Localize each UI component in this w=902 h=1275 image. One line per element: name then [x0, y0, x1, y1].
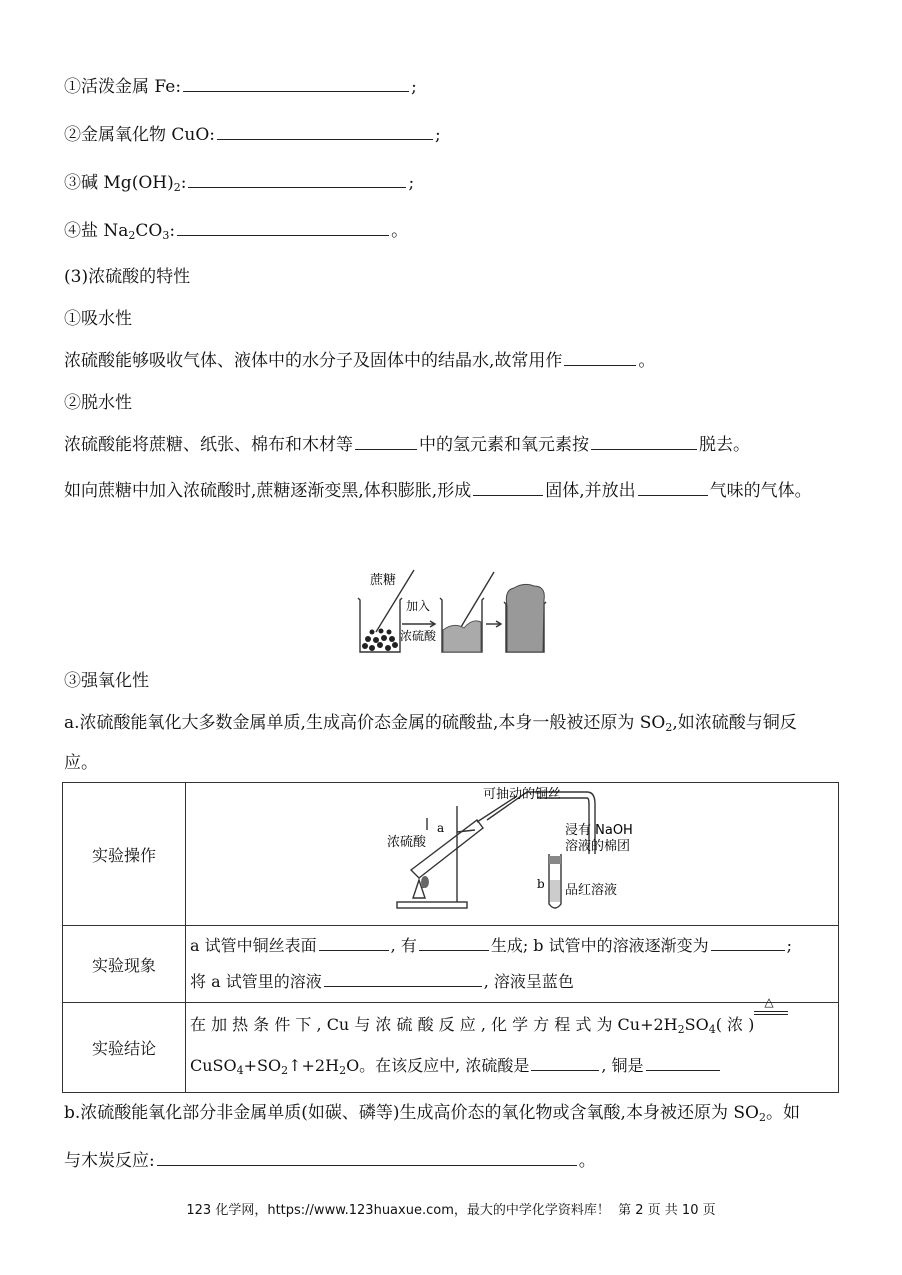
label-acid: 浓硫酸 [400, 629, 437, 643]
conclusion-cell [186, 994, 839, 1093]
paragraph [64, 1146, 596, 1171]
item-mg-label: ③碱 Mg(OH) [64, 173, 174, 193]
cotton-ball [549, 856, 561, 864]
table-row [63, 1003, 839, 1093]
paragraph-text: 脱去。 [699, 435, 750, 455]
paragraph-text: 与木炭反应: [64, 1151, 155, 1171]
answer-blank[interactable] [188, 186, 406, 188]
item-cuo-label: ②金属氧化物 CuO: [64, 125, 216, 145]
copper-acid-apparatus [187, 784, 837, 924]
formula-part: CO [135, 221, 163, 241]
paragraph-text: 浓硫酸能够吸收气体、液体中的水分子及固体中的结晶水,故常用作 [64, 351, 563, 371]
subscript: 4 [236, 1063, 244, 1077]
subscript: 2 [339, 1063, 347, 1077]
subscript: 2 [758, 1111, 766, 1124]
red-solution [550, 880, 560, 902]
answer-blank[interactable] [711, 949, 785, 951]
punct: 。 [578, 1151, 596, 1171]
label-a: a [437, 821, 445, 835]
item-fe [64, 72, 417, 97]
subsection-title: ③强氧化性 [64, 671, 149, 691]
label-wire: 可抽动的铜丝 [483, 787, 562, 802]
heat-icon: △ [764, 994, 774, 1009]
subsection-title: ②脱水性 [64, 393, 132, 413]
reaction-condition [754, 994, 788, 1023]
subscript: 2 [128, 229, 136, 242]
cell-text: 在 加 热 条 件 下 , Cu 与 浓 硫 酸 反 应 , 化 学 方 程 式 为 Cu+2H [190, 1014, 678, 1034]
cell-text: SO [684, 1014, 709, 1034]
conclusion-line [190, 1048, 834, 1089]
cell-text: , 铜是 [601, 1055, 644, 1075]
sugar-dehydration-figure [354, 566, 552, 658]
cell-text: ( 浓 ) [715, 1014, 755, 1034]
item-na2co3 [64, 216, 408, 242]
subscript: 3 [162, 229, 170, 242]
answer-blank[interactable] [531, 1069, 599, 1071]
answer-blank[interactable] [177, 234, 389, 236]
cell-text: 生成; b 试管中的溶液逐渐变为 [490, 936, 709, 955]
answer-blank[interactable] [591, 448, 697, 450]
subscript: 2 [677, 1022, 685, 1036]
cell-text: a 试管中铜丝表面 [190, 936, 317, 955]
punct: : [169, 221, 176, 241]
paragraph: 应。 [64, 753, 98, 773]
label-sugar: 蔗糖 [370, 573, 397, 588]
cell-text: CuSO [190, 1055, 237, 1075]
paragraph [64, 708, 797, 734]
label-naoh: 溶液的棉团 [565, 839, 631, 854]
punct: ; [411, 77, 417, 97]
paragraph [64, 430, 750, 455]
answer-blank[interactable] [319, 949, 389, 951]
answer-blank[interactable] [646, 1069, 720, 1071]
item-na-label: ④盐 Na [64, 221, 129, 241]
item-fe-label: ①活泼金属 Fe: [64, 77, 182, 97]
answer-blank[interactable] [638, 494, 708, 496]
observation-line [190, 928, 834, 964]
punct: 。 [391, 221, 409, 241]
section-title: (3)浓硫酸的特性 [64, 267, 191, 287]
cell-text: , 溶液呈蓝色 [483, 972, 574, 991]
subscript: 4 [708, 1022, 716, 1036]
item-mg [64, 168, 414, 194]
label-naoh: 浸有 NaOH [565, 823, 633, 838]
label-red-solution: 品红溶液 [565, 883, 618, 898]
subscript: 2 [173, 181, 181, 194]
footer-site: 123 化学网，https://www.123huaxue.com，最大的中学化学资料库！ [186, 1203, 610, 1218]
paragraph [64, 1098, 800, 1124]
label-b: b [537, 877, 545, 891]
paragraph [64, 346, 655, 371]
paragraph-text: b.浓硫酸能氧化部分非金属单质(如碳、磷等)生成高价态的氧化物或含氧酸,本身被还原为 SO [64, 1103, 759, 1123]
paragraph-text: 中的氢元素和氧元素按 [419, 435, 589, 455]
punct: : [180, 173, 187, 193]
page-number: 第 2 页 共 10 页 [618, 1203, 716, 1218]
cell-text: O。在该反应中, 浓硫酸是 [346, 1055, 530, 1075]
paragraph-text: a.浓硫酸能氧化大多数金属单质,生成高价态金属的硫酸盐,本身一般被还原为 SO [64, 713, 666, 733]
sugar-particles [362, 629, 398, 652]
table-row [63, 783, 839, 926]
paragraph-text: 气味的气体。 [709, 481, 812, 501]
paragraph-text: 。如 [765, 1103, 800, 1123]
label-add: 加入 [406, 599, 431, 613]
answer-blank[interactable] [183, 90, 409, 92]
subsection-title: ①吸水性 [64, 309, 132, 329]
paragraph-text: 浓硫酸能将蔗糖、纸张、棉布和木材等 [64, 435, 353, 455]
paragraph-text: 如向蔗糖中加入浓硫酸时,蔗糖逐渐变黑,体积膨胀,形成 [64, 481, 472, 501]
subscript: 2 [281, 1063, 289, 1077]
conclusion-line [190, 994, 834, 1048]
observation-cell [186, 926, 839, 1003]
item-cuo [64, 120, 441, 145]
table-row [63, 926, 839, 1003]
cell-text: 将 a 试管里的溶液 [190, 972, 322, 991]
cell-text: , 有 [390, 936, 417, 955]
row-head: 实验操作 [63, 783, 186, 926]
paragraph [64, 476, 812, 501]
answer-blank[interactable] [217, 138, 433, 140]
flame [421, 876, 429, 888]
experiment-table [62, 782, 839, 1093]
expanded-carbon [506, 584, 544, 652]
answer-blank[interactable] [157, 1164, 577, 1166]
row-head: 实验现象 [63, 926, 186, 1003]
stand-base [397, 902, 467, 908]
paragraph-text: 固体,并放出 [545, 481, 636, 501]
answer-blank[interactable] [564, 364, 636, 366]
cell-text: ; [786, 936, 793, 955]
answer-blank[interactable] [419, 949, 489, 951]
page-footer [0, 1199, 902, 1218]
cell-text: +SO [243, 1055, 282, 1075]
cell-text: ↑+2H [288, 1055, 340, 1075]
apparatus-cell [186, 783, 839, 926]
punct: ; [435, 125, 441, 145]
label-acid: 浓硫酸 [387, 835, 427, 850]
answer-blank[interactable] [355, 448, 417, 450]
observation-line [190, 964, 834, 1000]
row-head: 实验结论 [63, 1003, 186, 1093]
paragraph-text: ,如浓硫酸与铜反 [672, 713, 797, 733]
punct: 。 [638, 351, 656, 371]
answer-blank[interactable] [324, 985, 482, 987]
answer-blank[interactable] [473, 494, 543, 496]
punct: ; [408, 173, 415, 193]
subscript: 2 [665, 721, 673, 734]
